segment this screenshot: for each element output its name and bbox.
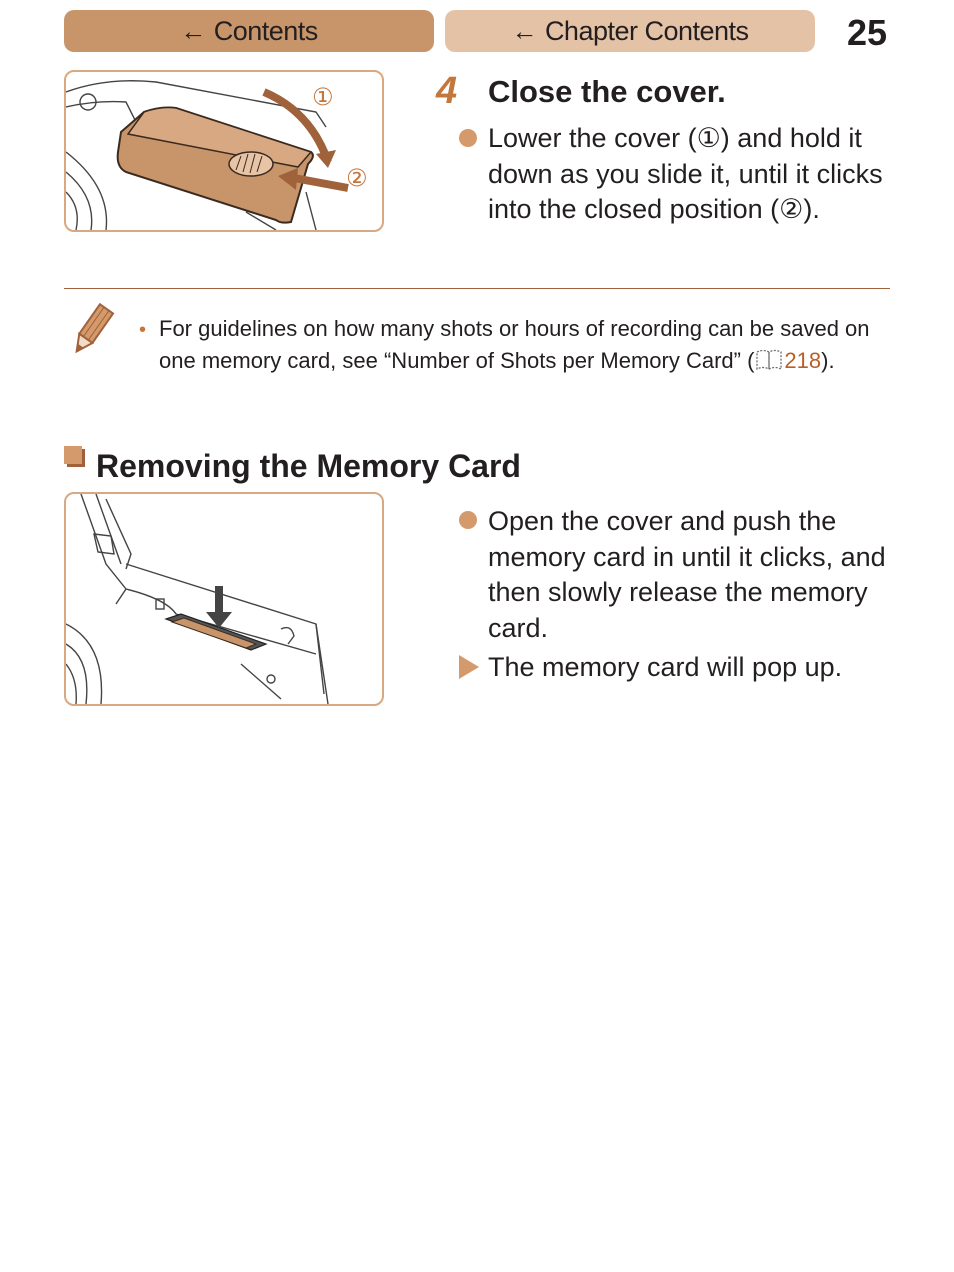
page-reference-number: 218 (784, 348, 822, 373)
camera-cover-drawing (66, 72, 382, 230)
result-triangle-icon (459, 655, 479, 679)
step-number: 4 (436, 70, 458, 112)
section-divider (64, 288, 890, 289)
note-text-after: ). (821, 348, 835, 373)
note-text-before: For guidelines on how many shots or hours of recording can be saved on one memory card, see “Number of Shots per Memory Card” ( (159, 316, 870, 373)
note-text (159, 313, 879, 377)
contents-button[interactable] (64, 10, 434, 52)
remove-card-illustration (64, 492, 384, 706)
memory-card-slot-drawing (66, 494, 382, 704)
chapter-contents-label: Chapter Contents (544, 15, 749, 46)
note-bullet: • (139, 319, 147, 341)
left-arrow-icon: ← (180, 15, 206, 46)
contents-label: Contents (213, 15, 318, 46)
bullet-dot-icon (459, 129, 477, 147)
chapter-contents-button[interactable] (445, 10, 815, 52)
left-arrow-icon: ← (511, 15, 537, 46)
book-icon (754, 349, 784, 371)
page-number: 25 (846, 12, 888, 53)
bullet-dot-icon (459, 511, 477, 529)
close-cover-illustration (64, 70, 384, 232)
step-instruction: Lower the cover (①) and hold it down as you slide it, until it clicks into the closed position (②). (488, 123, 883, 224)
remove-instruction: Open the cover and push the memory card in until it clicks, and then slowly release the memory card. (488, 506, 886, 643)
callout-1: ① (312, 83, 334, 111)
result-text: The memory card will pop up. (488, 652, 843, 682)
step-title: Close the cover. (488, 74, 726, 109)
callout-2: ② (346, 164, 368, 192)
pencil-icon (66, 302, 116, 360)
page-reference-link[interactable] (754, 348, 821, 373)
section-title: Removing the Memory Card (96, 448, 521, 484)
section-marker-icon (64, 446, 82, 464)
